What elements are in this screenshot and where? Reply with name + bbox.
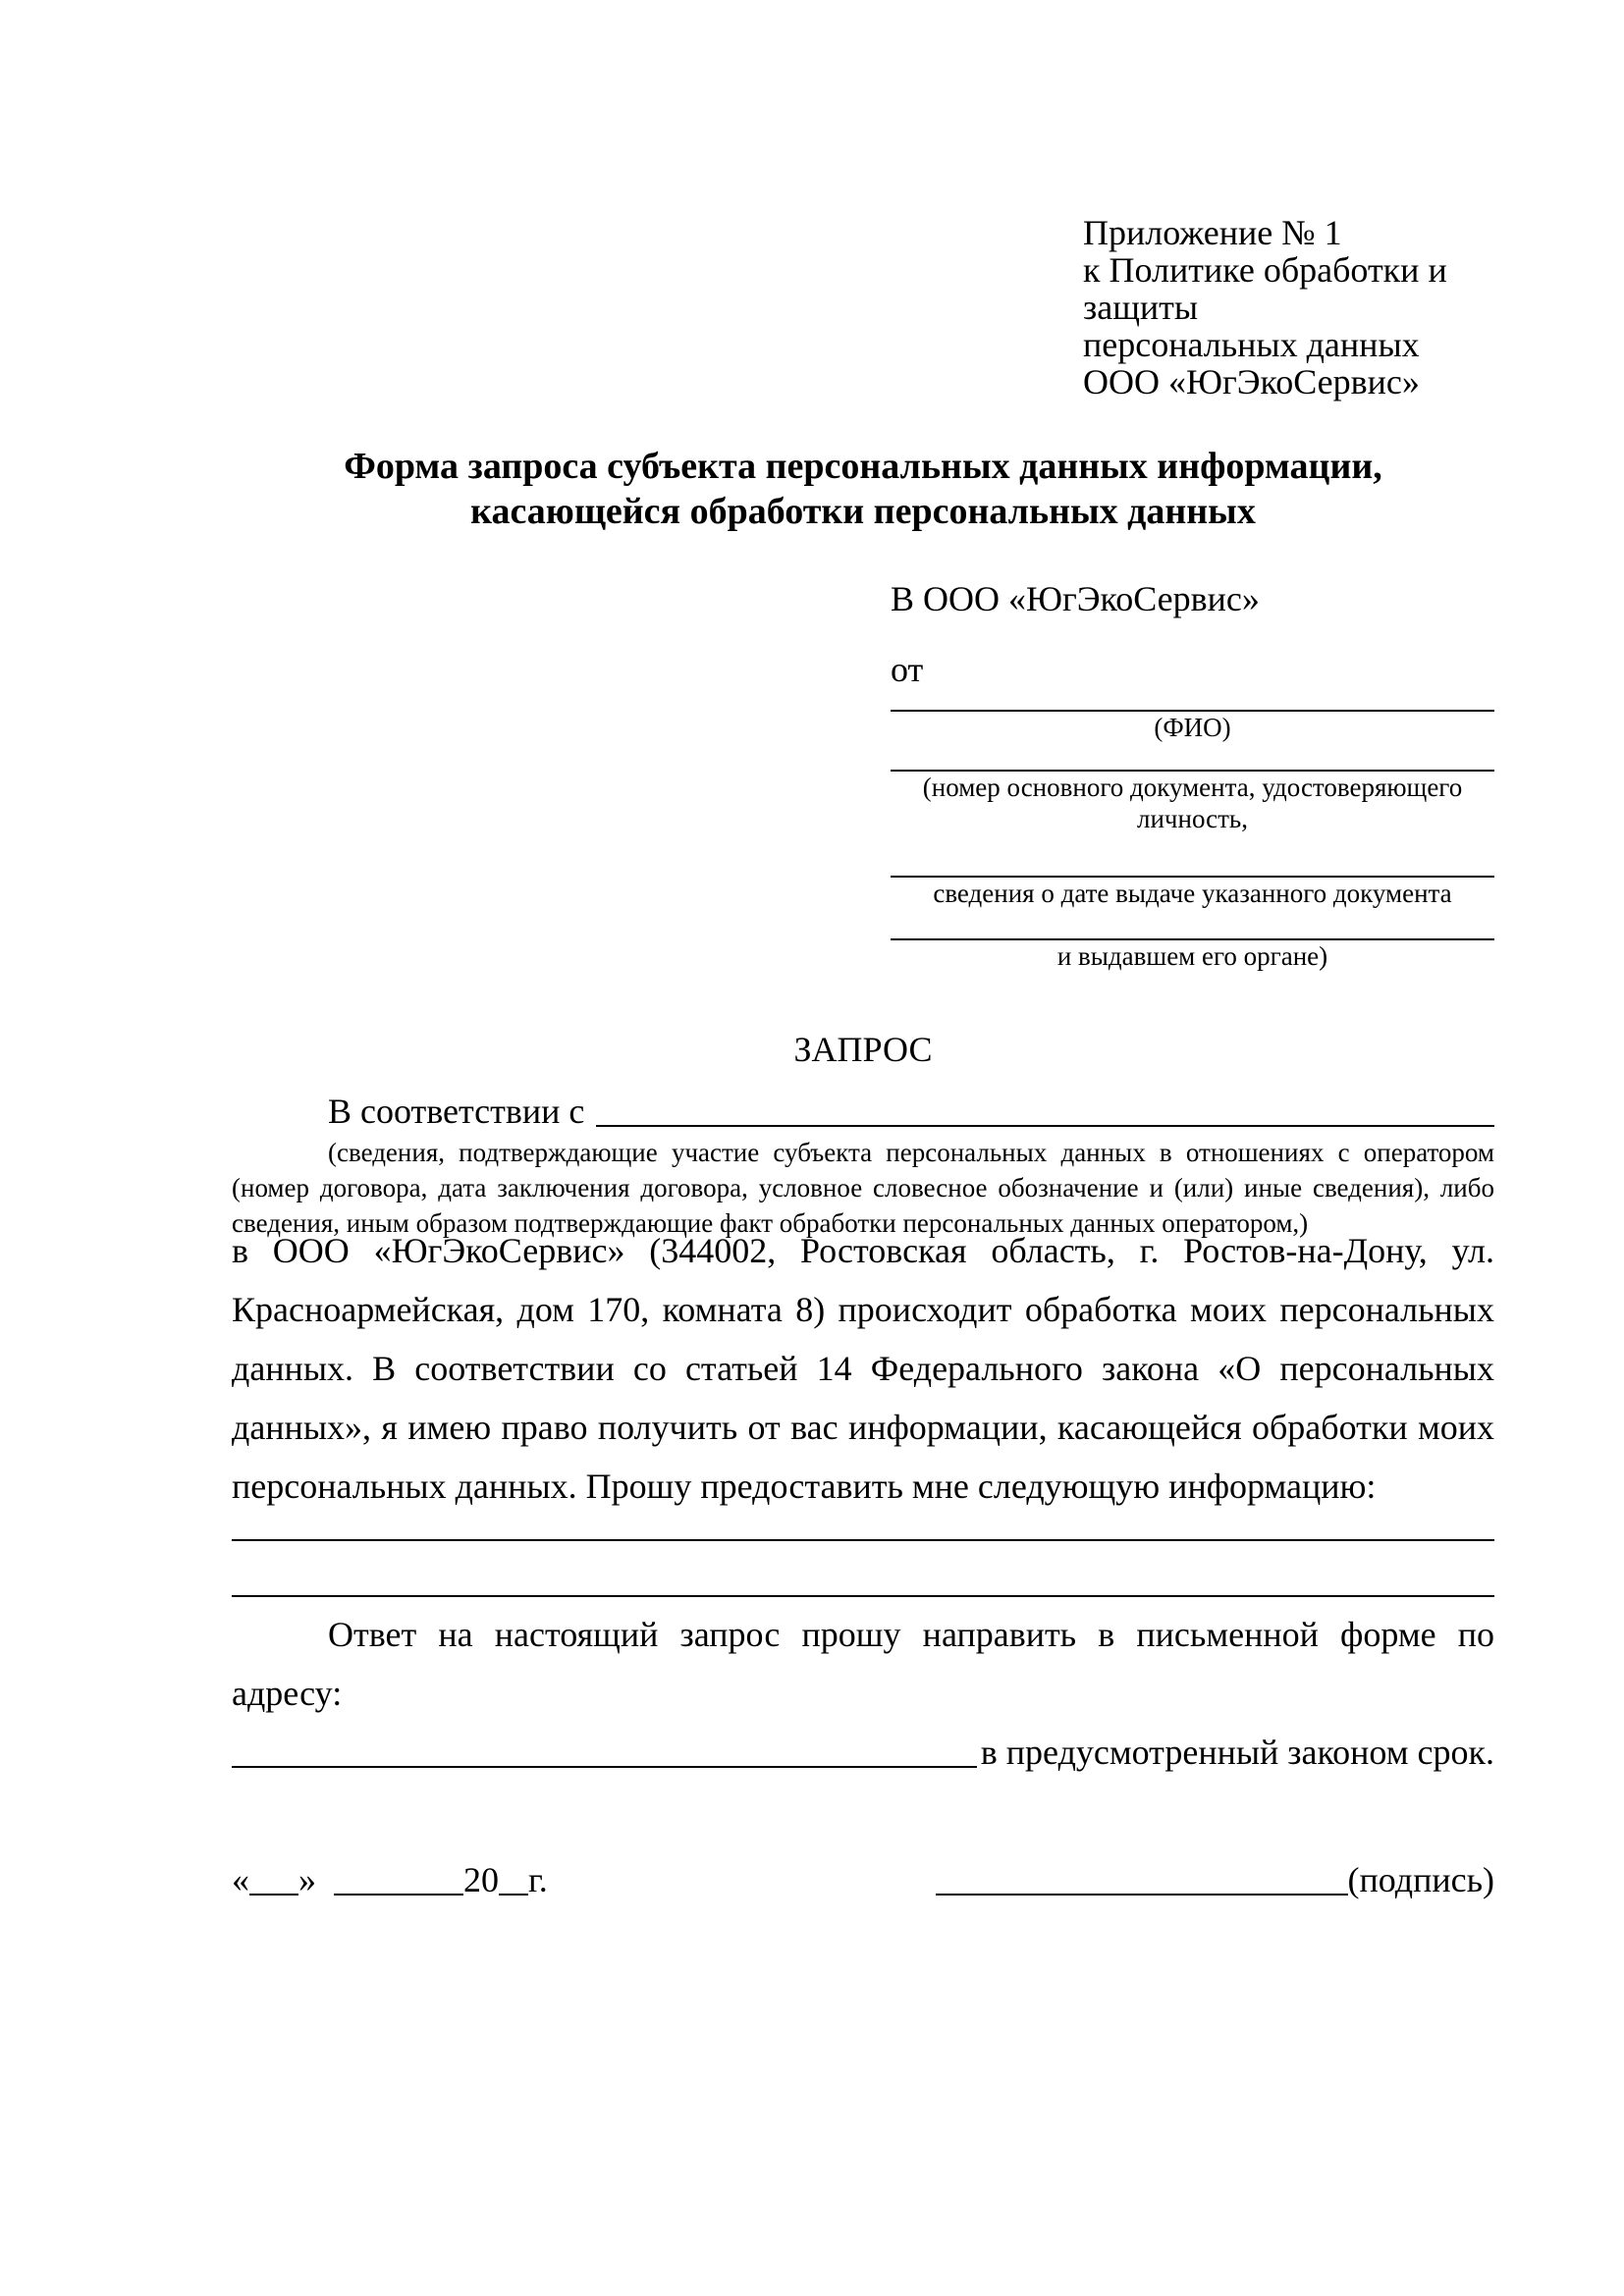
document-number-caption: (номер основного документа, удостоверяющего личность, xyxy=(922,773,1463,833)
basis-footnote: (сведения, подтверждающие участие субъекта персональных данных в отношениях с оператором (номер договора, дата заключения договора, условное словесное обозначение и (или) иные сведения), либо сведения, иным образом подтверждающие факт обработки персональных данных оператором,) xyxy=(232,1138,1494,1238)
date-group xyxy=(232,1850,548,1909)
year-prefix: 20 xyxy=(463,1860,499,1899)
addressee-from-label: от xyxy=(891,650,924,689)
date-close-quote: » xyxy=(298,1860,316,1899)
signoff-row xyxy=(232,1850,1494,1909)
issue-date-caption: сведения о дате выдаче указанного документа xyxy=(933,879,1452,908)
day-fill-line[interactable] xyxy=(249,1894,298,1896)
basis-prefix: В соответствии с xyxy=(328,1092,585,1131)
fio-caption: (ФИО) xyxy=(1154,713,1231,742)
signature-group xyxy=(936,1850,1494,1909)
issuing-authority-field xyxy=(891,938,1494,972)
request-body: в ООО «ЮгЭкоСервис» (344002, Ростовская область, г. Ростов-на-Дону, ул. Красноармейская, дом 170, комната 8) происходит обработка моих персональных данных. В соответствии со статьей 14 Федерального закона «О персональных данных», я имею право получить от вас информации, касающейся обработки моих персональных данных. Прошу предоставить мне следующую информацию: xyxy=(232,1231,1494,1506)
annex-note-line: Приложение № 1 xyxy=(1083,213,1342,252)
addressee-to: В ООО «ЮгЭкоСервис» xyxy=(891,579,1260,618)
reply-address-row xyxy=(232,1723,1494,1782)
date-open-quote: « xyxy=(232,1860,249,1899)
reply-address-fill-line[interactable] xyxy=(232,1766,977,1768)
fio-field xyxy=(891,710,1494,743)
issuing-authority-caption: и выдавшем его органе) xyxy=(1056,941,1328,971)
document-title-line: касающейся обработки персональных данных xyxy=(470,491,1256,532)
document-title-line: Форма запроса субъекта персональных данных информации, xyxy=(344,446,1382,487)
document-number-field xyxy=(891,770,1494,834)
year-suffix: г. xyxy=(528,1860,548,1899)
document-content xyxy=(232,0,1494,1909)
document-title xyxy=(232,444,1494,534)
annex-note-line: персональных данных xyxy=(1083,325,1420,364)
year-fill-line[interactable] xyxy=(499,1894,528,1896)
info-fill-line-1[interactable] xyxy=(232,1516,1494,1541)
annex-note-line: ООО «ЮгЭкоСервис» xyxy=(1083,362,1420,401)
month-fill-line[interactable] xyxy=(334,1894,463,1896)
signature-fill-line[interactable] xyxy=(936,1894,1348,1896)
reply-address-suffix: в предусмотренный законом срок. xyxy=(980,1733,1494,1772)
basis-row xyxy=(232,1090,1494,1133)
reply-address-sentence: Ответ на настоящий запрос прошу направить в письменной форме по адресу: xyxy=(232,1615,1494,1713)
annex-note xyxy=(1083,214,1494,400)
addressee-block xyxy=(891,577,1494,972)
info-fill-line-2[interactable] xyxy=(232,1541,1494,1597)
annex-note-line: к Политике обработки и защиты xyxy=(1083,250,1447,327)
request-heading: ЗАПРОС xyxy=(793,1030,933,1069)
basis-fill-line[interactable] xyxy=(596,1125,1494,1127)
issue-date-field xyxy=(891,876,1494,909)
signature-caption: (подпись) xyxy=(1347,1860,1494,1899)
